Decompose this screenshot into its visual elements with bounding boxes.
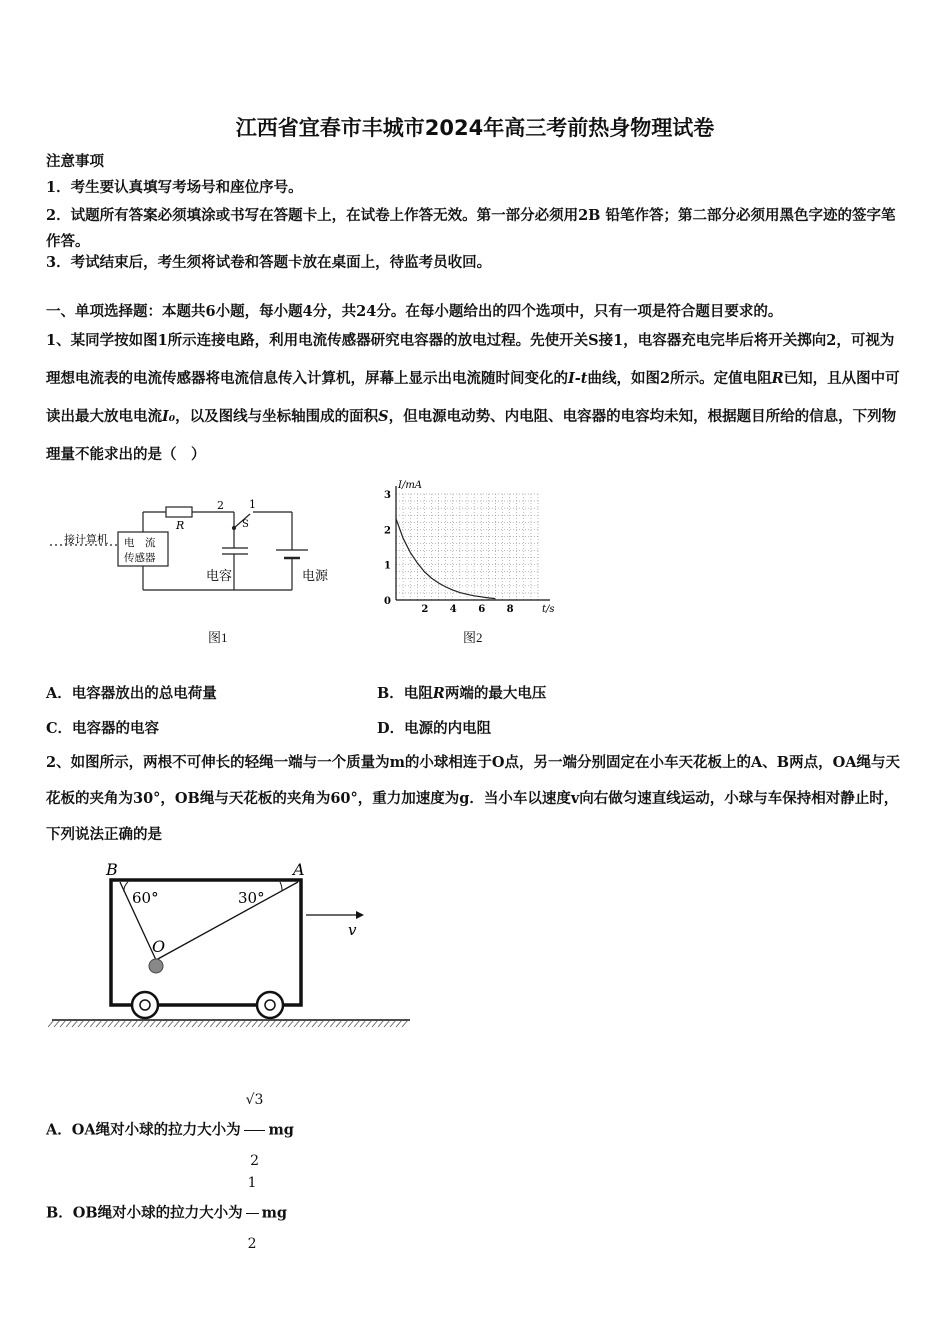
q1-option-b (377, 682, 546, 703)
ground-hatch-line (174, 1020, 180, 1027)
q1-r-symbol: R (771, 370, 784, 387)
q1-option-b-pre: B．电阻 (377, 685, 433, 702)
ground-hatch-line (192, 1020, 198, 1027)
q1-text-b: 曲线，如图2所示。定值电阻 (587, 370, 772, 387)
chart-axes (396, 486, 550, 600)
ground-hatch-line (252, 1020, 258, 1027)
q2-option-a-num: √3 (244, 1070, 266, 1131)
fig1-caption: 图1 (208, 630, 228, 645)
fig1-source-label: 电源 (302, 569, 329, 584)
q1-text-c: 已知，且从图中可读出最大放电电流 (46, 370, 900, 425)
ground-hatch-line (222, 1020, 228, 1027)
q2-option-b (46, 1153, 287, 1274)
ground-hatch-line (378, 1020, 384, 1027)
ground-hatch-line (60, 1020, 66, 1027)
fig1-sensor-label-2: 传感器 (124, 552, 156, 564)
ground-hatch-line (156, 1020, 162, 1027)
ground-hatch-line (354, 1020, 360, 1027)
ground-hatch-line (228, 1020, 234, 1027)
ground-hatch-line (204, 1020, 210, 1027)
ground-hatch-line (306, 1020, 312, 1027)
chart-ticks (384, 490, 514, 615)
ground-hatch-line (240, 1020, 246, 1027)
chart-x-tick-label: 4 (449, 604, 457, 615)
notice-item-3: 3．考试结束后，考生须将试卷和答题卡放在桌面上，待监考员收回。 (46, 254, 492, 271)
section-heading: 一、单项选择题：本题共6小题，每小题4分，共24分。在每小题给出的四个选项中，只有一项是符合题目要求的。 (46, 303, 783, 320)
fig1-sensor-label-1: 电 流 (124, 537, 156, 549)
q1-option-d: D．电源的内电阻 (377, 720, 492, 737)
fig1-resistor-label: R (176, 519, 185, 532)
ground-hatch-line (396, 1020, 402, 1027)
ground-hatch-line (210, 1020, 216, 1027)
q2-option-a-pre: A．OA绳对小球的拉力大小为 (46, 1121, 241, 1139)
ground-hatch-line (360, 1020, 366, 1027)
notice-item-2: 2．试题所有答案必须填涂或书写在答题卡上，在试卷上作答无效。第一部分必须用2B 铅笔作答；第二部分必须用黑色字迹的签字笔作答。 (46, 207, 896, 250)
label-b: B (106, 860, 118, 879)
question-1-stem (46, 322, 908, 474)
ground-hatch-line (54, 1020, 60, 1027)
ground-hatch-line (114, 1020, 120, 1027)
ground-hatch-line (294, 1020, 300, 1027)
chart-y-tick-label: 2 (384, 525, 391, 537)
q1-text-d: ，以及图线与坐标轴围成的面积 (175, 408, 379, 425)
chart-x-tick-label: 6 (478, 604, 486, 615)
q2-option-a-post: mg (268, 1121, 294, 1139)
ground-hatch-line (234, 1020, 240, 1027)
ground-hatch (48, 1020, 408, 1027)
q1-option-b-post: 两端的最大电压 (444, 685, 547, 702)
ground-hatch-line (300, 1020, 306, 1027)
question-2-stem: 2、如图所示，两根不可伸长的轻绳一端与一个质量为m的小球相连于O点，另一端分别固定在小车天花板上的A、B两点，OA绳与天花板的夹角为30°，OB绳与天花板的夹角为60°，重力加速度为g．当小车以速度v向右做匀速直线运动，小球与车保持相对静止时，下列说法正确的是 (46, 754, 900, 843)
ground-hatch-line (270, 1020, 276, 1027)
ground-hatch-line (348, 1020, 354, 1027)
ground-hatch-line (120, 1020, 126, 1027)
ground-hatch-line (72, 1020, 78, 1027)
fig1-pos1-label: 1 (249, 498, 256, 511)
label-a: A (293, 860, 305, 879)
ground-hatch-line (198, 1020, 204, 1027)
chart-grid (396, 494, 538, 600)
q2-option-a-den: 2 (250, 1153, 260, 1169)
ground-hatch-line (288, 1020, 294, 1027)
q1-text-a: 1、某同学按如图1所示连接电路，利用电流传感器研究电容器的放电过程。先使开关S接1，电容器充电完毕后将开关掷向2，可视为理想电流表的电流传感器将电流信息传入计算机，屏幕上显示出电流随时间变化的 (46, 332, 895, 387)
q2-option-b-den: 2 (247, 1236, 257, 1252)
ground-hatch-line (258, 1020, 264, 1027)
q2-option-b-num: 1 (246, 1153, 259, 1214)
q1-s-symbol: S (378, 408, 389, 425)
ground-hatch-line (84, 1020, 90, 1027)
ground-hatch-line (144, 1020, 150, 1027)
notice-heading: 注意事项 (46, 153, 104, 170)
label-v: v (348, 921, 357, 939)
angle-arc-a (280, 882, 282, 891)
ground-hatch-line (312, 1020, 318, 1027)
ground-hatch-line (96, 1020, 102, 1027)
ground-hatch-line (384, 1020, 390, 1027)
ground-hatch-line (108, 1020, 114, 1027)
chart-y-tick-label: 3 (384, 490, 391, 501)
ground-hatch-line (246, 1020, 252, 1027)
q1-option-c: C．电容器的电容 (46, 720, 160, 737)
fig2-caption: 图2 (463, 630, 483, 645)
q2-option-b-post: mg (261, 1204, 288, 1222)
page-title: 江西省宜春市丰城市2024年高三考前热身物理试卷 (235, 116, 715, 140)
ground-hatch-line (330, 1020, 336, 1027)
ground-hatch-line (336, 1020, 342, 1027)
figure-2-chart (374, 478, 574, 620)
ground-hatch-line (216, 1020, 222, 1027)
velocity-arrowhead (356, 911, 364, 919)
q2-option-b-pre: B．OB绳对小球的拉力大小为 (46, 1204, 243, 1222)
ground-hatch-line (264, 1020, 270, 1027)
ball (149, 959, 163, 973)
ground-hatch-line (90, 1020, 96, 1027)
q2-option-b-fraction (246, 1153, 259, 1274)
q1-it-symbol: I-t (568, 370, 588, 387)
ground-hatch-line (390, 1020, 396, 1027)
ground-hatch-line (180, 1020, 186, 1027)
ground-hatch-line (402, 1020, 408, 1027)
resistor (166, 507, 192, 517)
ground-hatch-line (366, 1020, 372, 1027)
ground-hatch-line (132, 1020, 138, 1027)
ground-hatch-line (150, 1020, 156, 1027)
ground-hatch-line (66, 1020, 72, 1027)
ground-hatch-line (138, 1020, 144, 1027)
fig1-switch-label: S (242, 519, 249, 530)
label-o: O (152, 937, 166, 956)
q1-i0-symbol: I₀ (162, 408, 176, 425)
wheel-right-hub (265, 1000, 275, 1010)
ground-hatch-line (168, 1020, 174, 1027)
figure-cart (48, 855, 418, 1035)
ground-hatch-line (282, 1020, 288, 1027)
fig1-capacitor-label: 电容 (206, 569, 233, 584)
ground-hatch-line (324, 1020, 330, 1027)
chart-x-axis-label: t/s (542, 604, 555, 615)
q1-option-a: A．电容器放出的总电荷量 (46, 685, 217, 702)
fig1-pos2-label: 2 (217, 499, 224, 512)
ground-hatch-line (372, 1020, 378, 1027)
ground-hatch-line (342, 1020, 348, 1027)
chart-y-tick-label: 1 (384, 560, 391, 572)
rope-oa (156, 882, 298, 960)
q1-option-b-r: R (432, 685, 445, 702)
chart-y-tick-label: 0 (384, 596, 391, 607)
figure-1-circuit (46, 490, 346, 620)
wheel-left-hub (140, 1000, 150, 1010)
ground-hatch-line (318, 1020, 324, 1027)
ground-hatch-line (102, 1020, 108, 1027)
chart-x-tick-label: 8 (506, 604, 514, 615)
ground-hatch-line (186, 1020, 192, 1027)
ground-hatch-line (126, 1020, 132, 1027)
q1-text-e: ，但电源电动势、内电阻、电容器的电容均未知，根据题目所给的信息，下列物理量不能求出的是（ ） (46, 408, 897, 463)
ground-hatch-line (276, 1020, 282, 1027)
chart-y-axis-label: I/mA (398, 480, 423, 491)
label-angle-30: 30° (238, 889, 265, 907)
chart-x-tick-label: 2 (421, 604, 429, 615)
ground-hatch-line (162, 1020, 168, 1027)
ground-hatch-line (78, 1020, 84, 1027)
ground-hatch-line (48, 1020, 54, 1027)
fig1-computer-label: 接计算机 (64, 533, 108, 546)
label-angle-60: 60° (132, 889, 159, 907)
notice-item-1: 1．考生要认真填写考场号和座位序号。 (46, 179, 303, 196)
